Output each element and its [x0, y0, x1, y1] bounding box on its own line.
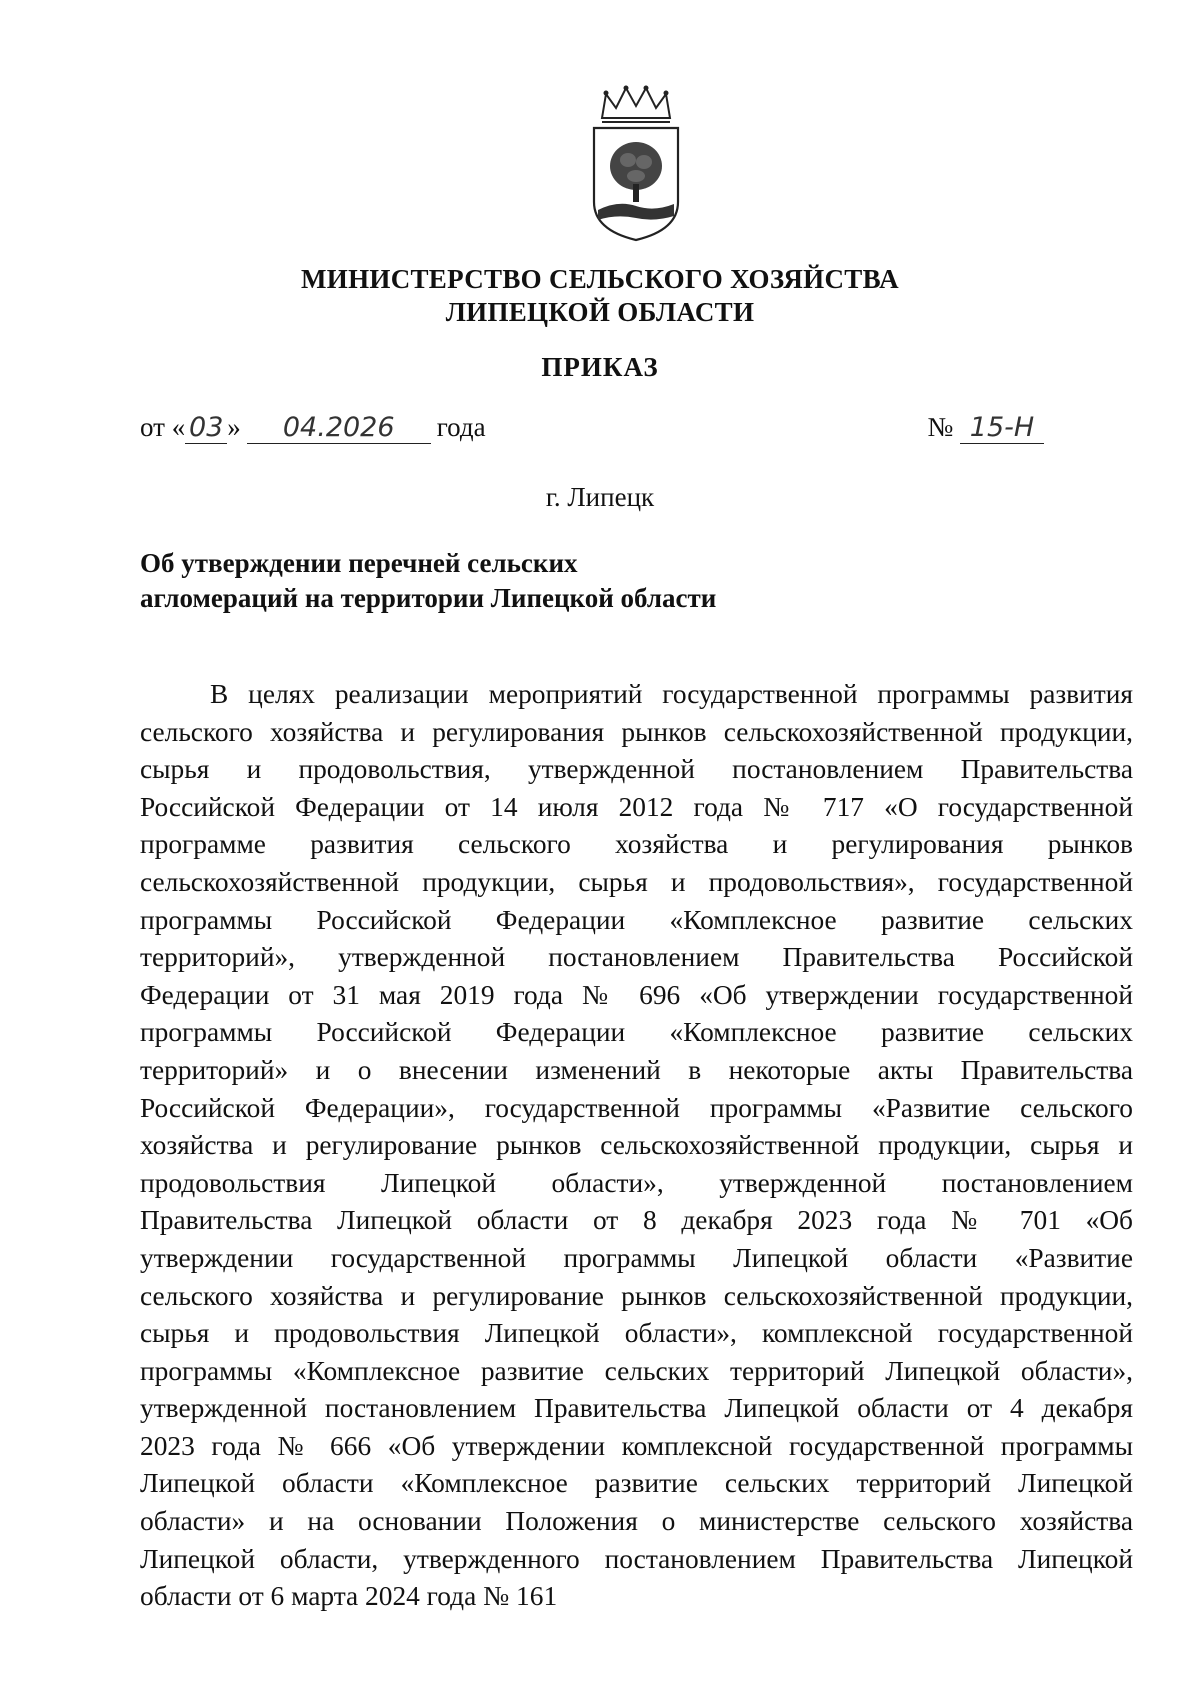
body-line: В целях реализации мероприятий государственной программы развития — [210, 679, 1133, 709]
date-day-handwritten: 03 — [185, 413, 227, 444]
date-close-quote: » — [227, 412, 241, 442]
body-line: хозяйства и регулирование рынков сельскохозяйственной продукции, сырья и — [140, 1130, 1133, 1161]
coat-of-arms-icon — [588, 84, 684, 244]
document-subject — [140, 546, 716, 616]
document-number — [927, 412, 1044, 444]
body-line: Правительства Липецкой области от 8 декабря 2023 года № 701 «Об — [140, 1205, 1133, 1236]
body-line: Липецкой области «Комплексное развитие сельских территорий Липецкой — [140, 1468, 1133, 1499]
body-line: программы «Комплексное развитие сельских территорий Липецкой области», — [140, 1355, 1133, 1386]
number-prefix: № — [927, 412, 954, 442]
body-line: территорий», утвержденной постановлением Правительства Российской — [140, 942, 1133, 973]
body-line: продовольствия Липецкой области», утвержденной постановлением — [140, 1167, 1133, 1198]
body-line: области» и на основании Положения о министерстве сельского хозяйства — [140, 1506, 1133, 1537]
body-line: сырья и продовольствия Липецкой области», комплексной государственной — [140, 1318, 1133, 1349]
date-suffix: года — [436, 412, 486, 442]
body-line: территорий» и о внесении изменений в некоторые акты Правительства — [140, 1054, 1133, 1085]
body-line: сельского хозяйства и регулирования рынков сельскохозяйственной продукции, — [140, 716, 1133, 747]
date-month-year-handwritten: 04.2026 — [247, 413, 431, 444]
body-line: Федерации от 31 мая 2019 года № 696 «Об утверждении государственной — [140, 979, 1133, 1010]
body-paragraph — [140, 676, 1133, 1616]
body-line: Российской Федерации», государственной программы «Развитие сельского — [140, 1092, 1133, 1123]
body-line: сельского хозяйства и регулирование рынков сельскохозяйственной продукции, — [140, 1280, 1133, 1311]
document-date — [140, 412, 486, 444]
body-line: программы Российской Федерации «Комплексное развитие сельских — [140, 1017, 1133, 1048]
body-line: Российской Федерации от 14 июля 2012 года № 717 «О государственной — [140, 791, 1133, 822]
body-line: Липецкой области, утвержденного постановлением Правительства Липецкой — [140, 1543, 1133, 1574]
organization-name-line1: МИНИСТЕРСТВО СЕЛЬСКОГО ХОЗЯЙСТВА — [301, 264, 899, 294]
body-line: области от 6 марта 2024 года № 161 — [140, 1581, 558, 1612]
subject-line1: Об утверждении перечней сельских — [140, 548, 578, 578]
body-line: программе развития сельского хозяйства и регулирования рынков — [140, 829, 1133, 860]
body-line: сельскохозяйственной продукции, сырья и продовольствия», государственной — [140, 866, 1133, 897]
body-line: утвержденной постановлением Правительства Липецкой области от 4 декабря — [140, 1393, 1133, 1424]
body-line: утверждении государственной программы Липецкой области «Развитие — [140, 1242, 1133, 1273]
body-line: программы Российской Федерации «Комплексное развитие сельских — [140, 904, 1133, 935]
organization-name-line2: ЛИПЕЦКОЙ ОБЛАСТИ — [445, 297, 755, 327]
subject-line2: агломераций на территории Липецкой области — [140, 583, 717, 613]
date-prefix: от « — [140, 412, 186, 442]
body-line: 2023 года № 666 «Об утверждении комплексной государственной программы — [140, 1430, 1133, 1461]
city: г. Липецк — [545, 482, 655, 512]
document-type-title: ПРИКАЗ — [541, 352, 659, 382]
number-handwritten: 15-Н — [960, 413, 1044, 444]
body-line: сырья и продовольствия, утвержденной постановлением Правительства — [140, 754, 1133, 785]
